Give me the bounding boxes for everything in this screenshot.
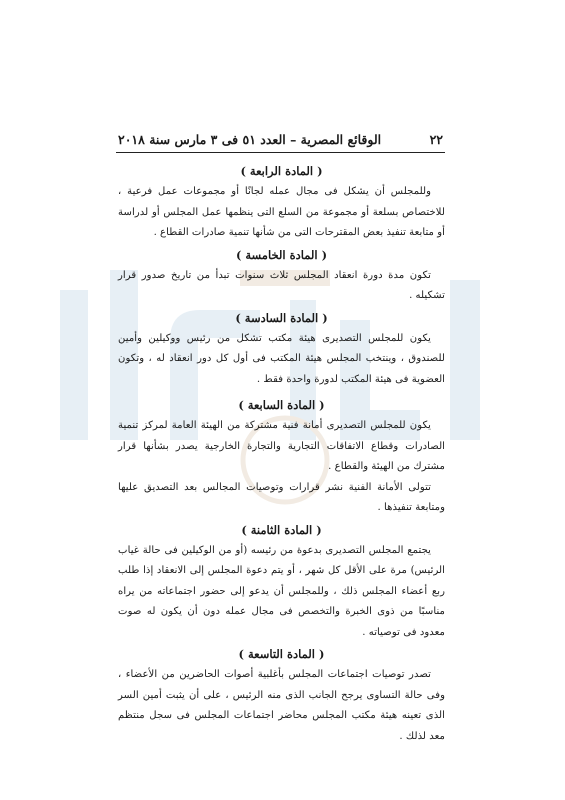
article-paragraph: يكون للمجلس التصديرى أمانة فنية مشتركة من الهيئة العامة لمركز تنمية الصادرات وقطاع الاتفاقات التجارية والتجارة الخارجية يصدر بشأنها قرار مشترك من الهيئة والقطاع . <box>118 420 445 472</box>
article-heading: ( المادة الرابعة ) <box>240 164 323 178</box>
article-paragraph: تصدر توصيات اجتماعات المجلس بأغلبية أصوات الحاضرين من الأعضاء ، وفى حالة التساوى يرجح الجانب الذى منه الرئيس ، على أن يثبت أمين السر الذى تعينه هيئة مكتب المجلس محاضر اجتماعات المجلس فى سجل منتظم معد لذلك . <box>118 669 445 742</box>
article-6 <box>118 307 445 391</box>
gazette-title: الوقائع المصرية – العدد ٥١ فى ٣ مارس سنة ٢٠١٨ <box>118 132 382 147</box>
article-4 <box>118 160 445 244</box>
article-paragraph: تتولى الأمانة الفنية نشر قرارات وتوصيات المجالس بعد التصديق عليها ومتابعة تنفيذها . <box>118 481 445 513</box>
article-paragraph: يكون للمجلس التصديرى هيئة مكتب تشكل من رئيس ووكيلين وأمين للصندوق ، وينتخب المجلس هيئة المكتب فى أول كل دور انعقاد له ، وتكون العضوية فى هيئة المكتب لدورة واحدة فقط . <box>118 332 445 385</box>
article-8 <box>118 519 445 644</box>
article-heading: ( المادة الثامنة ) <box>241 522 322 537</box>
article-paragraph: تكون مدة دورة انعقاد المجلس ثلاث سنوات تبدأ من تاريخ صدور قرار تشكيله . <box>118 269 445 301</box>
article-7 <box>118 394 445 519</box>
article-5 <box>118 244 445 307</box>
article-heading: ( المادة السادسة ) <box>235 310 328 325</box>
article-9 <box>118 643 445 747</box>
page-number: ٢٢ <box>429 132 443 147</box>
article-heading: ( المادة التاسعة ) <box>238 647 325 661</box>
article-heading: ( المادة الخامسة ) <box>235 247 328 262</box>
article-paragraph: يجتمع المجلس التصديرى بدعوة من رئيسه (أو من الوكيلين فى حالة غياب الرئيس) مرة على الأقل كل شهر ، أو يتم دعوة المجلس إلى الانعقاد إذا طلب ربع أعضاء المجلس ذلك ، وللمجلس أن يدعو إلى حضور اجتماعاته من يراه مناسبًا من ذوى الخبرة والتخصص فى مجال عمله دون أن يكون له صوت معدود فى توصياته . <box>118 544 445 638</box>
header-rule <box>116 152 445 153</box>
document-body <box>118 160 445 747</box>
article-paragraph: وللمجلس أن يشكل فى مجال عمله لجانًا أو مجموعات عمل فرعية ، للاختصاص بسلعة أو مجموعة من السلع التى ينظمها عمل المجلس أو لدراسة أو متابعة تنفيذ بعض المقترحات التى من شأنها تنمية صادرات القطاع . <box>118 186 445 238</box>
article-heading: ( المادة السابعة ) <box>238 398 325 412</box>
page-header <box>118 132 443 147</box>
